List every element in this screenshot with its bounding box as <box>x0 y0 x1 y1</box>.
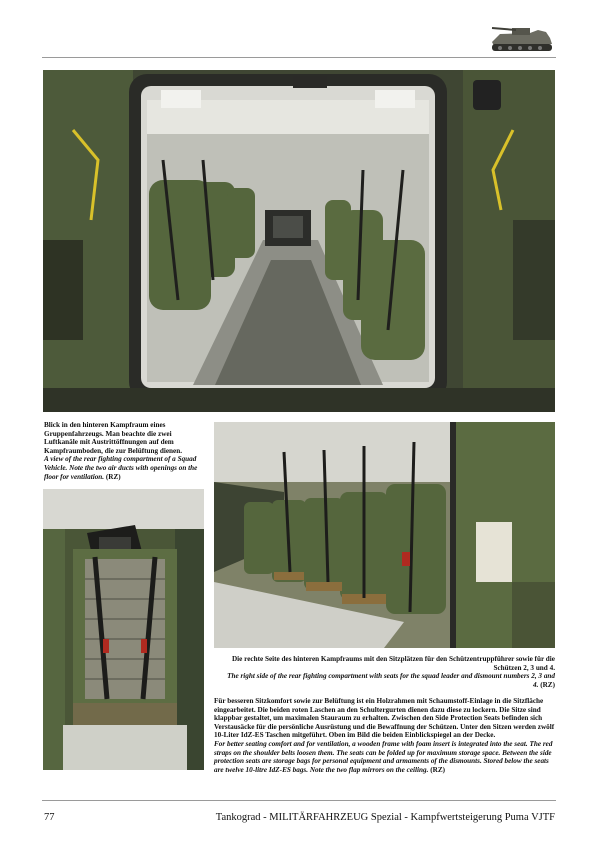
header-rule <box>42 57 556 58</box>
caption-left-german: Blick in den hinteren Kampfraum eines Gruppenfahrzeugs. Man beachte die zwei Luftkanäle mit Austrittöffnungen auf dem Kampfraumboden, die zur Belüftung dienen. <box>44 421 183 455</box>
caption-right-german: Die rechte Seite des hinteren Kampfraums mit den Sitzplätzen für den Schützentruppführer sowie für die Schützen 2, 3 und 4. <box>231 655 555 672</box>
tank-silhouette-icon <box>486 22 556 56</box>
caption-right <box>214 655 555 689</box>
footer-title: Tankograd - MILITÄRFAHRZEUG Spezial - Kampfwertsteigerung Puma VJTF <box>215 812 555 823</box>
vehicle-interior-photo <box>43 70 555 412</box>
caption-left-credit: (RZ) <box>105 472 121 481</box>
caption-body-english: For better seating comfort and for ventilation, a wooden frame with foam insert is integrated into the seat. The red straps on the shoulder belts loosen them. The seats can be folded up for maximum storage space. Between the side protection seats are storage bags for personal equipment and armaments of the dismounts. Stored below the seats are twelve 10-litre IdZ-ES bags. Note the two flap mirrors on the ceiling. (RZ) <box>214 739 553 774</box>
caption-left-english: A view of the rear fighting compartment of a Squad Vehicle. Note the two air ducts with openings on the floor for ventilation. (RZ) <box>44 455 198 481</box>
caption-right-english: The right side of the rear fighting compartment with seats for the squad leader and dismount numbers 2, 3 and 4. (RZ) <box>227 672 555 689</box>
footer-rule <box>42 800 556 801</box>
page-number: 77 <box>44 812 55 823</box>
seat-photo <box>43 489 204 770</box>
caption-body-german: Für besseren Sitzkomfort sowie zur Belüftung ist ein Holzrahmen mit Schaumstoff-Einlage in die Sitzfläche eingearbeitet. Die beiden roten Laschen an den Schultergurten dienen dazu diese zu lockern. Die Sitze sind klappbar gestaltet, um maximalen Stauraum zu erhalten. Zwischen den Side Protection Seats befinden sich Verstausäcke für die persönliche Ausrüstung und die Bewaffnung der Schützen. Unter den Sitzen werden zwölf 10-Liter IdZ-ES Taschen mitgeführt. Oben im Bild die beiden Einblickspiegel an der Decke. <box>214 697 555 740</box>
caption-left <box>44 421 204 481</box>
caption-right-credit: (RZ) <box>540 680 555 689</box>
caption-body <box>214 697 556 774</box>
caption-body-credit: (RZ) <box>430 765 446 774</box>
seats-side-photo <box>214 422 555 648</box>
